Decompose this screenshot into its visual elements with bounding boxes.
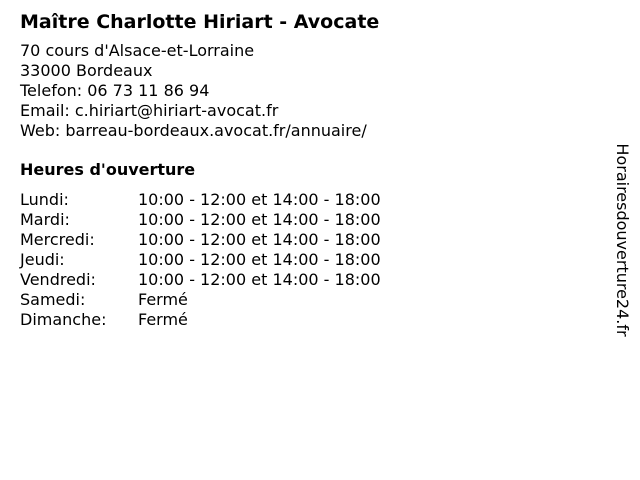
hours-day: Vendredi: (20, 270, 96, 289)
hours-time: 10:00 - 12:00 et 14:00 - 18:00 (138, 270, 381, 289)
hours-day: Samedi: (20, 290, 86, 309)
opening-hours-heading: Heures d'ouverture (20, 160, 196, 179)
hours-day: Mercredi: (20, 230, 95, 249)
email-line: Email: c.hiriart@hiriart-avocat.fr (20, 101, 279, 120)
hours-row-sunday (20, 310, 600, 330)
hours-row-saturday (20, 290, 600, 310)
opening-hours-table (20, 190, 600, 330)
hours-time: 10:00 - 12:00 et 14:00 - 18:00 (138, 190, 381, 209)
hours-day: Jeudi: (20, 250, 65, 269)
hours-day: Mardi: (20, 210, 70, 229)
hours-day: Dimanche: (20, 310, 107, 329)
site-brand-label: Horairesdouverture24.fr (613, 143, 632, 337)
business-card (20, 9, 600, 330)
hours-time: Fermé (138, 310, 188, 329)
hours-row-thursday (20, 250, 600, 270)
business-title: Maître Charlotte Hiriart - Avocate (20, 11, 380, 33)
hours-time: 10:00 - 12:00 et 14:00 - 18:00 (138, 230, 381, 249)
address-line-city: 33000 Bordeaux (20, 61, 153, 80)
hours-time: Fermé (138, 290, 188, 309)
hours-row-wednesday (20, 230, 600, 250)
website-line: Web: barreau-bordeaux.avocat.fr/annuaire/ (20, 121, 367, 140)
address-line-street: 70 cours d'Alsace-et-Lorraine (20, 41, 255, 60)
hours-row-monday (20, 190, 600, 210)
hours-time: 10:00 - 12:00 et 14:00 - 18:00 (138, 250, 381, 269)
hours-row-tuesday (20, 210, 600, 230)
hours-time: 10:00 - 12:00 et 14:00 - 18:00 (138, 210, 381, 229)
hours-row-friday (20, 270, 600, 290)
hours-day: Lundi: (20, 190, 69, 209)
phone-line: Telefon: 06 73 11 86 94 (20, 81, 210, 100)
